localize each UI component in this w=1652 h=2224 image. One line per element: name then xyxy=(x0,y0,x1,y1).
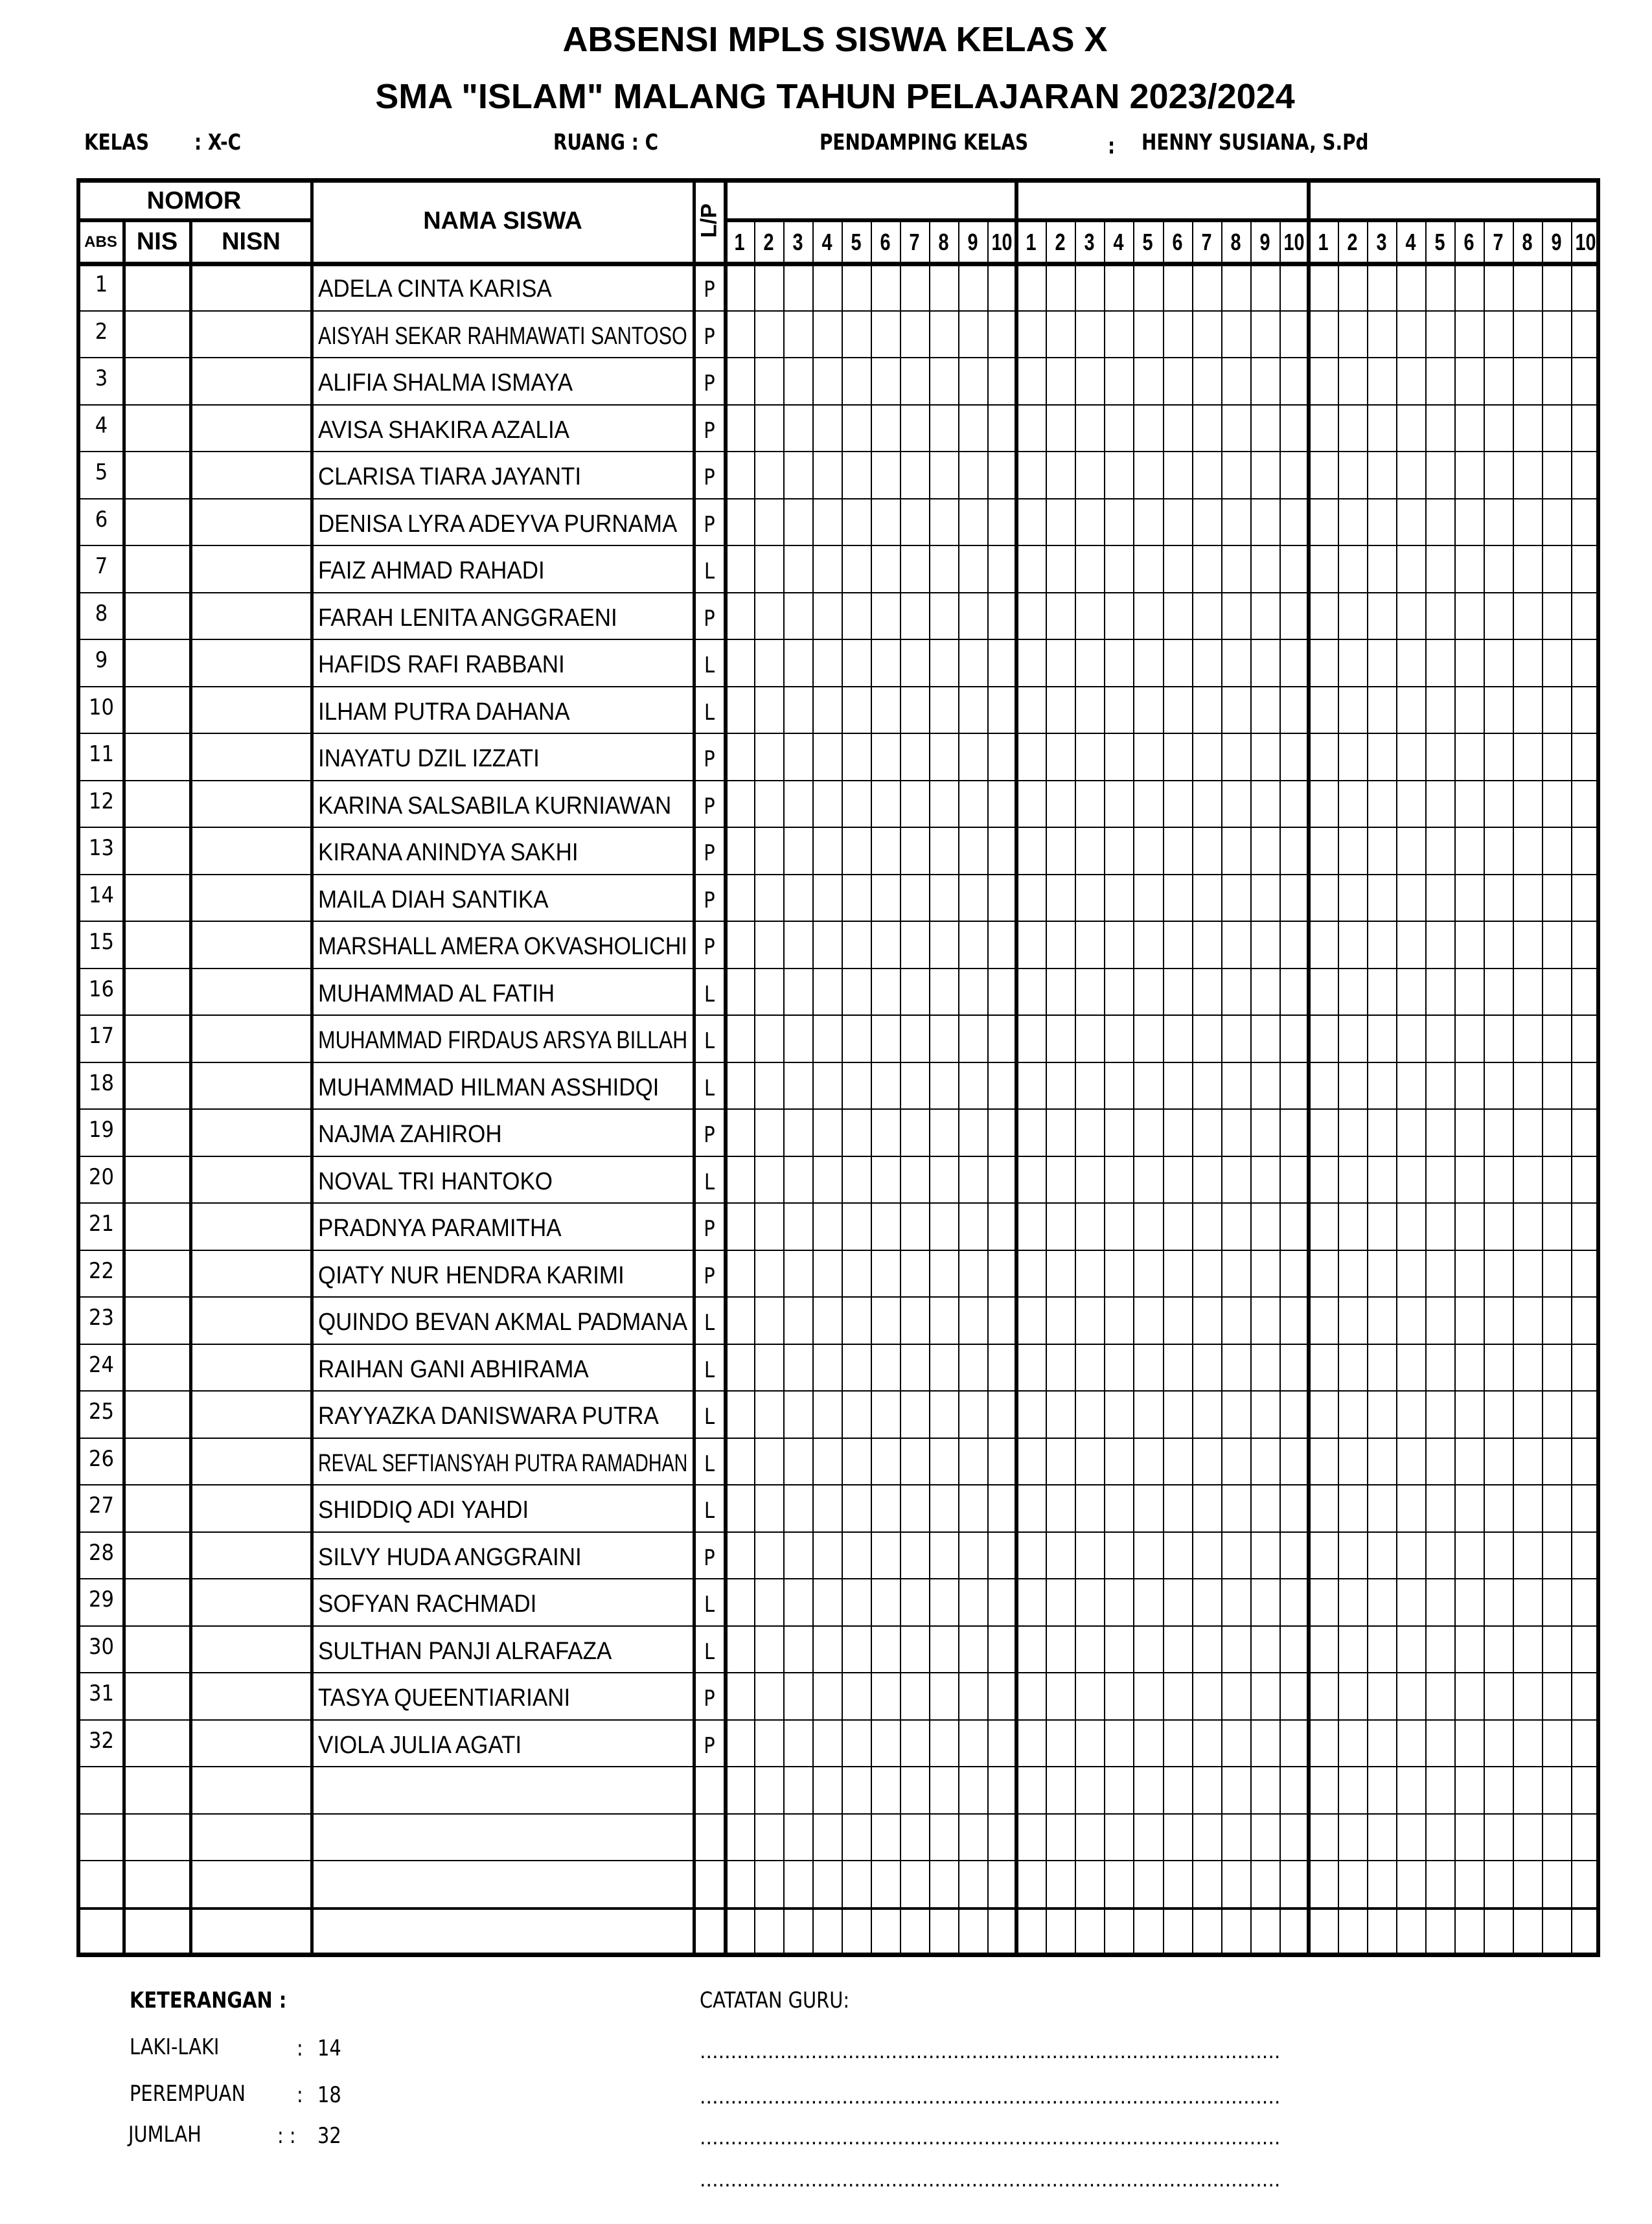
student-nisn xyxy=(192,266,310,308)
day-header-1-7: 7 xyxy=(909,228,920,255)
student-gender: L xyxy=(704,1404,715,1430)
student-gender: P xyxy=(704,277,715,303)
day-column-line xyxy=(1133,220,1134,1955)
student-nisn xyxy=(192,1253,310,1295)
student-abs-number: 4 xyxy=(95,412,108,439)
day-group-divider xyxy=(1307,178,1311,1955)
day-header-2-2: 2 xyxy=(1055,228,1066,255)
student-name: ADELA CINTA KARISA xyxy=(318,275,552,303)
col-divider-nisn xyxy=(310,178,314,1955)
student-nis xyxy=(125,830,189,872)
blank-row[interactable] xyxy=(80,1767,1596,1813)
student-abs-number: 18 xyxy=(89,1070,114,1096)
student-abs-number: 28 xyxy=(89,1539,114,1566)
student-abs-number: 11 xyxy=(89,741,114,767)
row-divider xyxy=(76,404,1600,406)
student-nis xyxy=(125,1112,189,1154)
perempuan-separator: : xyxy=(297,2082,303,2108)
row-divider xyxy=(76,921,1600,922)
row-divider xyxy=(76,357,1600,358)
student-nis xyxy=(125,1206,189,1248)
day-column-line xyxy=(1571,220,1572,1955)
day-header-2-1: 1 xyxy=(1026,228,1037,255)
row-divider xyxy=(76,1484,1600,1485)
student-abs-number: 1 xyxy=(95,271,108,297)
student-name: SHIDDIQ ADI YAHDI xyxy=(318,1496,529,1524)
day-column-line xyxy=(1163,220,1164,1955)
row-divider xyxy=(76,1578,1600,1579)
student-abs-number: 6 xyxy=(95,506,108,533)
day-header-2-9: 9 xyxy=(1259,228,1270,255)
student-nis xyxy=(125,1581,189,1623)
student-name: CLARISA TIARA JAYANTI xyxy=(318,463,582,490)
student-name: KARINA SALSABILA KURNIAWAN xyxy=(318,792,672,820)
blank-row[interactable] xyxy=(80,1908,1596,1954)
day-column-line xyxy=(1425,220,1427,1955)
student-nis xyxy=(125,548,189,590)
day-header-1-4: 4 xyxy=(821,228,832,255)
day-header-1-9: 9 xyxy=(967,228,978,255)
student-name: RAIHAN GANI ABHIRAMA xyxy=(318,1355,589,1383)
student-abs-number: 14 xyxy=(89,882,114,908)
header-lp: L/P xyxy=(696,203,722,238)
student-name: PRADNYA PARAMITHA xyxy=(318,1215,562,1242)
keterangan-label: KETERANGAN : xyxy=(130,1988,287,2013)
student-nis xyxy=(125,1723,189,1765)
day-header-1-3: 3 xyxy=(792,228,803,255)
day-header-2-5: 5 xyxy=(1142,228,1153,255)
student-abs-number: 23 xyxy=(89,1305,114,1331)
row-divider xyxy=(76,1625,1600,1627)
day-header-3-6: 6 xyxy=(1463,228,1474,255)
row-divider xyxy=(76,1156,1600,1157)
day-column-line xyxy=(783,220,785,1955)
day-header-1-2: 2 xyxy=(763,228,774,255)
row-divider xyxy=(76,827,1600,828)
row-divider xyxy=(76,733,1600,734)
day-column-line xyxy=(871,220,872,1955)
row-divider xyxy=(76,592,1600,593)
day-header-2-10: 10 xyxy=(1283,228,1305,255)
header-divider-bottom xyxy=(76,262,1600,266)
student-name: MUHAMMAD FIRDAUS ARSYA BILLAH xyxy=(318,1027,688,1054)
student-abs-number: 19 xyxy=(89,1117,114,1143)
student-nis xyxy=(125,642,189,684)
student-nis xyxy=(125,1629,189,1671)
student-name: DENISA LYRA ADEYVA PURNAMA xyxy=(318,510,678,538)
day-header-3-3: 3 xyxy=(1376,228,1387,255)
row-divider xyxy=(76,1438,1600,1439)
student-name: TASYA QUEENTIARIANI xyxy=(318,1684,571,1712)
student-name: VIOLA JULIA AGATI xyxy=(318,1731,522,1759)
row-divider xyxy=(76,686,1600,687)
student-nis xyxy=(125,1675,189,1717)
blank-row[interactable] xyxy=(80,1814,1596,1860)
laki-label: LAKI-LAKI xyxy=(130,2034,220,2060)
student-abs-number: 26 xyxy=(89,1445,114,1472)
day-column-line xyxy=(812,220,814,1955)
day-column-line xyxy=(1454,220,1456,1955)
student-abs-number: 21 xyxy=(89,1211,114,1237)
student-nisn xyxy=(192,1018,310,1060)
student-nis xyxy=(125,1487,189,1530)
student-name: MUHAMMAD HILMAN ASSHIDQI xyxy=(318,1073,660,1101)
header-nama-siswa: NAMA SISWA xyxy=(423,207,582,235)
row-divider xyxy=(76,451,1600,452)
student-nis xyxy=(125,360,189,402)
student-nisn xyxy=(192,783,310,825)
day-header-3-7: 7 xyxy=(1493,228,1504,255)
student-name: SULTHAN PANJI ALRAFAZA xyxy=(318,1637,612,1665)
student-gender: P xyxy=(704,1122,715,1148)
day-header-3-10: 10 xyxy=(1575,228,1596,255)
student-nis xyxy=(125,877,189,919)
student-name: QIATY NUR HENDRA KARIMI xyxy=(318,1261,625,1289)
day-column-line xyxy=(1250,220,1252,1955)
row-divider xyxy=(76,780,1600,781)
student-abs-number: 17 xyxy=(89,1023,114,1049)
student-abs-number: 13 xyxy=(89,835,114,861)
student-gender: L xyxy=(704,1498,715,1524)
laki-separator: : xyxy=(297,2035,303,2061)
day-header-2-6: 6 xyxy=(1172,228,1183,255)
day-column-line xyxy=(1279,220,1281,1955)
row-divider xyxy=(76,1062,1600,1063)
student-gender: P xyxy=(704,1732,715,1759)
day-header-3-4: 4 xyxy=(1405,228,1416,255)
student-nis xyxy=(125,1253,189,1295)
header-nomor: NOMOR xyxy=(146,187,242,214)
day-header-3-9: 9 xyxy=(1551,228,1562,255)
day-column-line xyxy=(842,220,843,1955)
day-header-3-1: 1 xyxy=(1318,228,1329,255)
row-divider xyxy=(76,1108,1600,1110)
jumlah-separator: : : xyxy=(277,2123,296,2149)
day-header-3-8: 8 xyxy=(1522,228,1533,255)
table-border-right xyxy=(1596,178,1600,1957)
student-gender: L xyxy=(704,1357,715,1383)
student-nisn xyxy=(192,736,310,778)
student-abs-number: 8 xyxy=(95,600,108,626)
student-gender: P xyxy=(704,746,715,772)
day-column-line xyxy=(958,220,959,1955)
day-column-line xyxy=(1484,220,1485,1955)
header-nis: NIS xyxy=(136,228,178,255)
student-name: INAYATU DZIL IZZATI xyxy=(318,745,540,772)
student-nis xyxy=(125,689,189,731)
row-divider xyxy=(76,1296,1600,1298)
student-name: KIRANA ANINDYA SAKHI xyxy=(318,839,579,866)
student-gender: P xyxy=(704,934,715,960)
student-nisn xyxy=(192,454,310,496)
student-name: NAJMA ZAHIROH xyxy=(318,1121,502,1148)
row-divider xyxy=(76,498,1600,499)
student-name: MUHAMMAD AL FATIH xyxy=(318,980,555,1007)
student-abs-number: 10 xyxy=(89,694,114,720)
student-gender: P xyxy=(704,1216,715,1242)
perempuan-count: 18 xyxy=(317,2082,341,2108)
student-abs-number: 24 xyxy=(89,1351,114,1378)
student-gender: L xyxy=(704,1028,715,1054)
catatan-line-1[interactable]: .............................................................................................. xyxy=(700,2041,1281,2063)
student-name: HAFIDS RAFI RABBANI xyxy=(318,651,565,678)
student-gender: P xyxy=(704,840,715,866)
student-abs-number: 15 xyxy=(89,929,114,955)
student-gender: P xyxy=(704,417,715,444)
student-nisn xyxy=(192,360,310,402)
day-column-line xyxy=(1104,220,1105,1955)
student-nis xyxy=(125,1441,189,1483)
student-gender: L xyxy=(704,1169,715,1195)
student-nis xyxy=(125,1300,189,1342)
student-nisn xyxy=(192,924,310,966)
student-gender: L xyxy=(704,1450,715,1477)
header-nisn: NISN xyxy=(222,228,281,255)
kelas-value: : X-C xyxy=(194,130,242,155)
student-nis xyxy=(125,1535,189,1577)
student-nisn xyxy=(192,689,310,731)
student-gender: P xyxy=(704,1263,715,1289)
catatan-guru-label: CATATAN GURU: xyxy=(700,1988,850,2013)
day-column-line xyxy=(929,220,930,1955)
day-header-3-2: 2 xyxy=(1347,228,1358,255)
student-name: FARAH LENITA ANGGRAENI xyxy=(318,604,617,632)
student-abs-number: 31 xyxy=(89,1680,114,1706)
student-abs-number: 5 xyxy=(95,459,108,485)
table-border-bottom xyxy=(76,1953,1600,1957)
blank-row[interactable] xyxy=(80,1861,1596,1907)
student-name: REVAL SEFTIANSYAH PUTRA RAMADHAN xyxy=(318,1449,688,1477)
attendance-table xyxy=(76,178,1600,1955)
day-column-line xyxy=(1075,220,1076,1955)
student-nis xyxy=(125,1018,189,1060)
student-nisn xyxy=(192,1675,310,1717)
student-nis xyxy=(125,1393,189,1436)
student-abs-number: 3 xyxy=(95,365,108,391)
student-nisn xyxy=(192,1581,310,1623)
table-border-left xyxy=(76,178,80,1957)
student-gender: P xyxy=(704,511,715,538)
jumlah-count: 32 xyxy=(317,2123,341,2149)
student-gender: P xyxy=(704,1686,715,1712)
row-divider xyxy=(76,639,1600,640)
student-abs-number: 9 xyxy=(95,647,108,673)
student-name: ILHAM PUTRA DAHANA xyxy=(318,698,570,726)
kelas-label: KELAS xyxy=(84,130,150,155)
student-nisn xyxy=(192,1723,310,1765)
student-abs-number: 12 xyxy=(89,788,114,814)
student-gender: L xyxy=(704,1592,715,1618)
student-nis xyxy=(125,314,189,356)
row-divider xyxy=(76,1672,1600,1673)
student-gender: P xyxy=(704,323,715,350)
day-group-divider xyxy=(1015,178,1018,1955)
pendamping-label: PENDAMPING KELAS xyxy=(820,130,1029,155)
row-divider xyxy=(76,968,1600,969)
catatan-line-4[interactable]: .............................................................................................. xyxy=(700,2169,1281,2192)
student-abs-number: 20 xyxy=(89,1164,114,1190)
student-gender: L xyxy=(704,1075,715,1101)
student-nis xyxy=(125,407,189,450)
student-nisn xyxy=(192,1112,310,1154)
student-gender: L xyxy=(704,652,715,678)
student-nisn xyxy=(192,501,310,544)
student-nis xyxy=(125,971,189,1013)
laki-count: 14 xyxy=(317,2035,341,2061)
student-nisn xyxy=(192,1487,310,1530)
student-abs-number: 29 xyxy=(89,1587,114,1612)
jumlah-label: JUMLAH xyxy=(128,2122,201,2148)
student-abs-number: 16 xyxy=(89,976,114,1002)
day-column-line xyxy=(987,220,989,1955)
student-nisn xyxy=(192,1065,310,1107)
day-header-2-4: 4 xyxy=(1113,228,1124,255)
day-header-2-7: 7 xyxy=(1201,228,1212,255)
day-column-line xyxy=(1221,220,1222,1955)
student-nis xyxy=(125,783,189,825)
student-nisn xyxy=(192,971,310,1013)
day-column-line xyxy=(1513,220,1514,1955)
day-header-1-5: 5 xyxy=(851,228,862,255)
day-header-1-1: 1 xyxy=(734,228,745,255)
student-nisn xyxy=(192,830,310,872)
student-nisn xyxy=(192,314,310,356)
student-nis xyxy=(125,736,189,778)
day-header-2-3: 3 xyxy=(1084,228,1095,255)
student-name: AVISA SHAKIRA AZALIA xyxy=(318,416,569,444)
pendamping-separator: : xyxy=(1108,133,1116,159)
student-name: SILVY HUDA ANGGRAINI xyxy=(318,1543,582,1571)
student-name: MAILA DIAH SANTIKA xyxy=(318,886,549,913)
student-nisn xyxy=(192,1159,310,1201)
student-abs-number: 2 xyxy=(95,318,108,345)
page-subtitle: SMA "ISLAM" MALANG TAHUN PELAJARAN 2023/2024 xyxy=(375,77,1295,116)
student-nisn xyxy=(192,642,310,684)
student-nis xyxy=(125,454,189,496)
day-column-line xyxy=(1046,220,1047,1955)
student-name: ALIFIA SHALMA ISMAYA xyxy=(318,369,573,396)
student-nisn xyxy=(192,595,310,637)
student-nis xyxy=(125,1159,189,1201)
day-header-2-8: 8 xyxy=(1230,228,1241,255)
student-nisn xyxy=(192,1300,310,1342)
row-divider xyxy=(76,1344,1600,1345)
student-nis xyxy=(125,1065,189,1107)
col-divider-lp xyxy=(693,178,696,1955)
row-divider xyxy=(76,1250,1600,1251)
student-name: NOVAL TRI HANTOKO xyxy=(318,1167,553,1195)
day-column-line xyxy=(754,220,755,1955)
student-gender: L xyxy=(704,699,715,726)
catatan-line-3[interactable]: .............................................................................................. xyxy=(700,2127,1281,2149)
student-nisn xyxy=(192,1535,310,1577)
student-name: QUINDO BEVAN AKMAL PADMANA xyxy=(318,1309,688,1336)
student-name: FAIZ AHMAD RAHADI xyxy=(318,557,545,584)
student-gender: L xyxy=(704,1310,715,1336)
student-gender: P xyxy=(704,605,715,632)
row-divider xyxy=(76,545,1600,546)
header-abs: ABS xyxy=(84,233,117,251)
student-nis xyxy=(125,1347,189,1389)
student-abs-number: 22 xyxy=(89,1257,114,1284)
student-name: MARSHALL AMERA OKVASHOLICHI xyxy=(318,933,687,960)
student-abs-number: 7 xyxy=(95,553,108,579)
student-nisn xyxy=(192,1347,310,1389)
student-gender: P xyxy=(704,793,715,820)
student-gender: P xyxy=(704,887,715,913)
day-header-1-6: 6 xyxy=(880,228,891,255)
day-column-line xyxy=(1192,220,1193,1955)
student-gender: P xyxy=(704,371,715,396)
day-column-line xyxy=(1396,220,1397,1955)
row-divider xyxy=(76,310,1600,312)
student-nisn xyxy=(192,548,310,590)
perempuan-label: PEREMPUAN xyxy=(130,2081,246,2107)
catatan-line-2[interactable]: .............................................................................................. xyxy=(700,2086,1281,2109)
student-abs-number: 25 xyxy=(89,1399,114,1425)
student-gender: P xyxy=(704,464,715,490)
student-abs-number: 30 xyxy=(89,1633,114,1660)
row-divider xyxy=(76,1015,1600,1016)
day-header-1-10: 10 xyxy=(991,228,1013,255)
student-nisn xyxy=(192,1441,310,1483)
student-name: AISYAH SEKAR RAHMAWATI SANTOSO xyxy=(318,322,687,350)
row-divider xyxy=(76,1531,1600,1533)
student-gender: L xyxy=(704,1638,715,1665)
student-gender: L xyxy=(704,981,715,1007)
day-header-1-8: 8 xyxy=(938,228,949,255)
row-divider xyxy=(76,1719,1600,1721)
pendamping-value: HENNY SUSIANA, S.Pd xyxy=(1141,130,1369,155)
student-abs-number: 27 xyxy=(89,1493,114,1519)
student-name: SOFYAN RACHMADI xyxy=(318,1590,537,1618)
student-nis xyxy=(125,266,189,308)
day-column-line xyxy=(900,220,901,1955)
page-title: ABSENSI MPLS SISWA KELAS X xyxy=(562,20,1108,59)
col-divider-grid xyxy=(724,178,728,1955)
row-divider xyxy=(76,1202,1600,1204)
row-divider xyxy=(76,1390,1600,1392)
student-gender: P xyxy=(704,1544,715,1571)
student-nis xyxy=(125,501,189,544)
student-nis xyxy=(125,924,189,966)
student-abs-number: 32 xyxy=(89,1727,114,1754)
ruang-label: RUANG : C xyxy=(553,130,659,155)
student-nisn xyxy=(192,407,310,450)
student-gender: L xyxy=(704,558,715,584)
row-divider xyxy=(76,874,1600,875)
day-header-3-5: 5 xyxy=(1434,228,1445,255)
student-nisn xyxy=(192,1393,310,1436)
student-nisn xyxy=(192,1206,310,1248)
student-nisn xyxy=(192,877,310,919)
student-nis xyxy=(125,595,189,637)
day-column-line xyxy=(1542,220,1543,1955)
day-column-line xyxy=(1367,220,1368,1955)
day-column-line xyxy=(1338,220,1339,1955)
student-nisn xyxy=(192,1629,310,1671)
student-name: RAYYAZKA DANISWARA PUTRA xyxy=(318,1403,659,1430)
